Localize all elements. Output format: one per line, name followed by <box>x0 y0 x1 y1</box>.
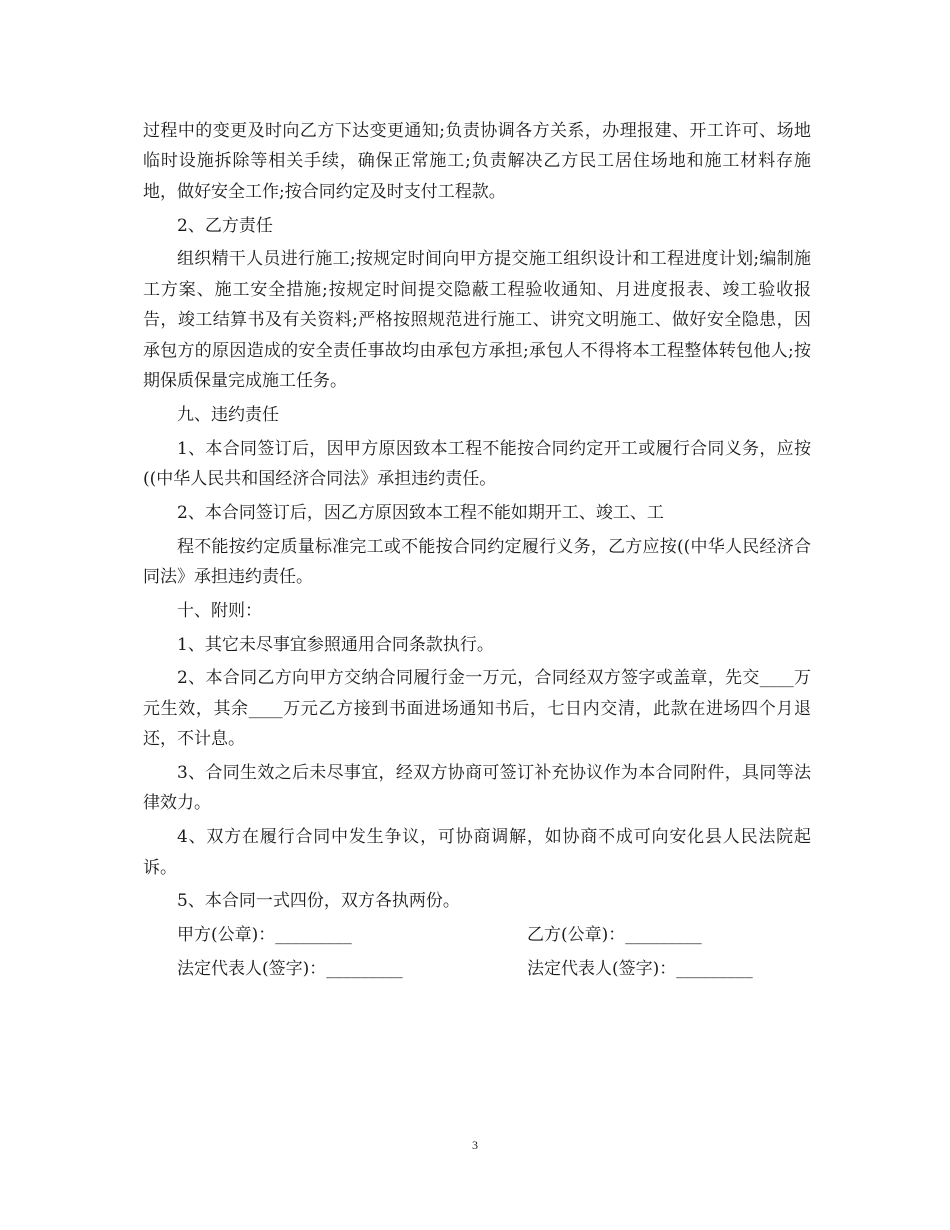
party-a-representative-field: 法定代表人(签字)：_________ <box>177 959 403 980</box>
section-heading: 2、乙方责任 <box>177 215 273 236</box>
paragraph: 3、合同生效之后未尽事宜，经双方协商可签订补充协议作为本合同附件，具同等法律效力。 <box>143 763 811 814</box>
paragraph: 2、本合同签订后，因乙方原因致本工程不能如期开工、竣工、工 <box>177 502 664 523</box>
party-a-seal-field: 甲方(公章)：_________ <box>177 925 352 946</box>
paragraph: 2、本合同乙方向甲方交纳合同履行金一万元，合同经双方签字或盖章，先交____万元生效，其余____万元乙方接到书面进场通知书后，七日内交清，此款在进场四个月退还，不计息。 <box>143 668 811 750</box>
paragraph: 5、本合同一式四份，双方各执两份。 <box>177 891 460 912</box>
section-heading: 十、附则： <box>177 600 262 621</box>
paragraph: 1、本合同签订后，因甲方原因致本工程不能按合同约定开工或履行合同义务，应按((中华人民共和国经济合同法》承担违约责任。 <box>143 438 811 490</box>
paragraph: 程不能按约定质量标准完工或不能按合同约定履行义务，乙方应按((中华人民经济合同法》承担违约责任。 <box>143 536 811 588</box>
paragraph: 组织精干人员进行施工;按规定时间向甲方提交施工组织设计和工程进度计划;编制施工方案、施工安全措施;按规定时间提交隐蔽工程验收通知、月进度报表、竣工验收报告，竣工结算书及有关资料;严格按照规范进行施工、讲究文明施工、做好安全隐患，因承包方的原因造成的安全责任事故均由承包方承担;承包人不得将本工程整体转包他人;按期保质保量完成施工任务。 <box>143 249 811 392</box>
section-heading: 九、违约责任 <box>177 404 279 425</box>
paragraph: 过程中的变更及时向乙方下达变更通知;负责协调各方关系，办理报建、开工许可、场地临时设施拆除等相关手续，确保正常施工;负责解决乙方民工居住场地和施工材料存施地，做好安全工作;按合同约定及时支付工程款。 <box>143 121 811 202</box>
page-number: 3 <box>472 1138 478 1152</box>
signature-row-seal <box>143 920 811 950</box>
document-body <box>143 116 811 988</box>
party-b-representative-field: 法定代表人(签字)：_________ <box>527 959 753 980</box>
party-b-seal-field: 乙方(公章)：_________ <box>527 925 702 946</box>
paragraph: 4、双方在履行合同中发生争议，可协商调解，如协商不成可向安化县人民法院起诉。 <box>143 827 811 878</box>
signature-row-representative <box>143 954 811 984</box>
paragraph: 1、其它未尽事宜参照通用合同条款执行。 <box>177 634 494 655</box>
